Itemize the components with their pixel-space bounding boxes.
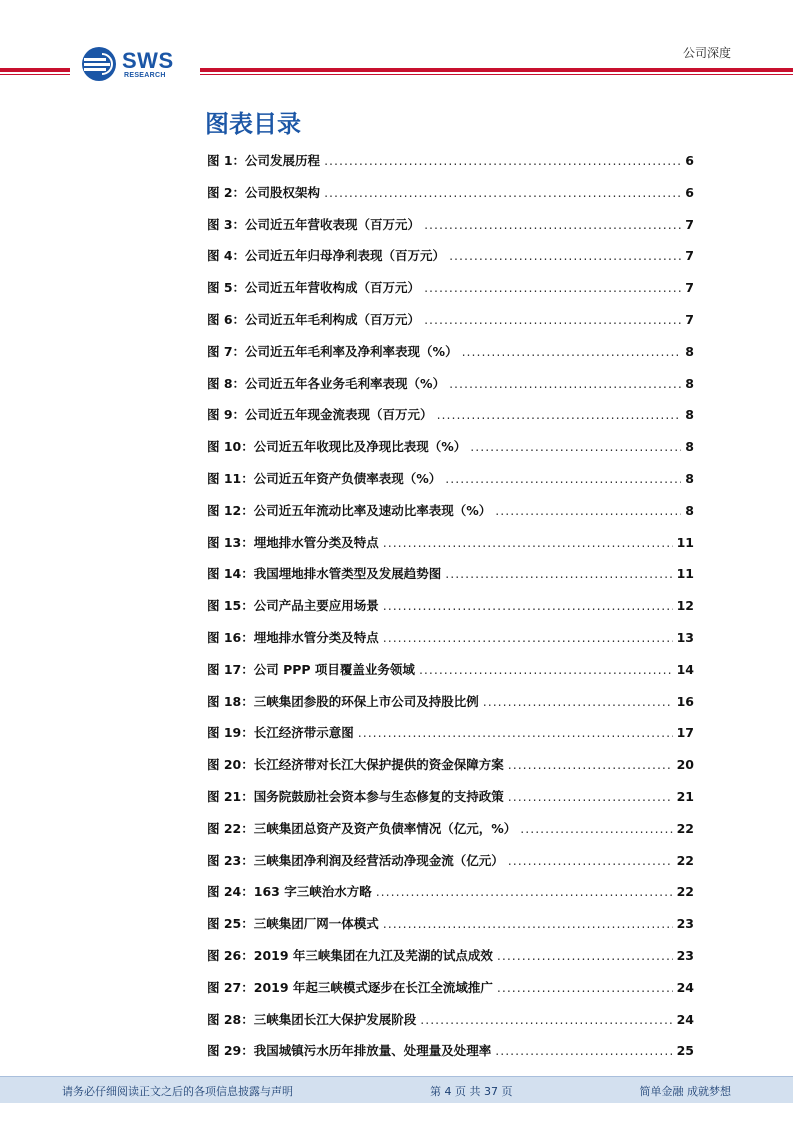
toc-entry-label: 图 7：公司近五年毛利率及净利率表现（%） [207, 343, 458, 359]
toc-entry-page: 24 [676, 1011, 694, 1027]
toc-entry-label: 图 26：2019 年三峡集团在九江及芜湖的试点成效 [207, 947, 493, 963]
toc-entry[interactable] [207, 342, 694, 374]
toc-entry-page: 21 [676, 788, 694, 804]
toc-entry-page: 14 [676, 661, 694, 677]
toc-entry[interactable] [207, 723, 694, 755]
toc-leader-dots [358, 725, 673, 740]
toc-entry-label: 图 23：三峡集团净利润及经营活动净现金流（亿元） [207, 852, 504, 868]
toc-entry[interactable] [207, 215, 694, 247]
toc-entry[interactable] [207, 405, 694, 437]
toc-leader-dots [445, 566, 672, 581]
toc-leader-dots [383, 916, 673, 931]
toc-entry-page: 25 [676, 1043, 694, 1059]
toc-entry-page: 22 [676, 884, 694, 900]
toc-leader-dots [462, 344, 682, 359]
toc-entry[interactable] [207, 978, 694, 1010]
toc-entry[interactable] [207, 914, 694, 946]
header-rule-left [0, 68, 70, 72]
toc-leader-dots [424, 280, 681, 295]
toc-leader-dots [449, 376, 681, 391]
toc-leader-dots [420, 1012, 672, 1027]
toc-entry-page: 8 [685, 439, 694, 455]
toc-entry-label: 图 27：2019 年起三峡模式逐步在长江全流域推广 [207, 979, 493, 995]
toc-leader-dots [424, 217, 681, 232]
toc-entry-page: 17 [676, 725, 694, 741]
toc-leader-dots [483, 694, 673, 709]
toc-leader-dots [508, 789, 673, 804]
toc-entry-page: 6 [685, 184, 694, 200]
toc-entry-page: 11 [676, 566, 694, 582]
toc-entry[interactable] [207, 374, 694, 406]
toc-entry-page: 8 [685, 375, 694, 391]
toc-entry-label: 图 11：公司近五年资产负债率表现（%） [207, 470, 442, 486]
toc-leader-dots [324, 185, 681, 200]
toc-entry-label: 图 28：三峡集团长江大保护发展阶段 [207, 1011, 417, 1027]
toc-entry[interactable] [207, 437, 694, 469]
toc-entry-label: 图 18：三峡集团参股的环保上市公司及持股比例 [207, 693, 479, 709]
figure-toc [207, 151, 694, 1073]
toc-entry[interactable] [207, 660, 694, 692]
toc-entry-page: 23 [676, 916, 694, 932]
toc-entry[interactable] [207, 692, 694, 724]
footer-page-info: 第 4 页 共 37 页 [430, 1085, 513, 1098]
toc-entry-page: 7 [685, 216, 694, 232]
toc-entry-label: 图 8：公司近五年各业务毛利率表现（%） [207, 375, 446, 391]
page-title: 图表目录 [205, 110, 301, 138]
toc-entry-page: 11 [676, 534, 694, 550]
toc-entry-label: 图 14：我国埋地排水管类型及发展趋势图 [207, 566, 442, 582]
toc-leader-dots [508, 853, 673, 868]
toc-entry-page: 8 [685, 502, 694, 518]
toc-entry[interactable] [207, 882, 694, 914]
toc-leader-dots [497, 980, 673, 995]
toc-entry-label: 图 2：公司股权架构 [207, 184, 321, 200]
toc-entry-label: 图 21：国务院鼓励社会资本参与生态修复的支持政策 [207, 788, 504, 804]
toc-entry-page: 7 [685, 311, 694, 327]
toc-entry-page: 13 [676, 629, 694, 645]
footer-disclaimer: 请务必仔细阅读正文之后的各项信息披露与声明 [62, 1085, 293, 1098]
toc-entry-label: 图 29：我国城镇污水历年排放量、处理量及处理率 [207, 1043, 492, 1059]
toc-entry-page: 7 [685, 248, 694, 264]
toc-entry-page: 22 [676, 852, 694, 868]
toc-entry[interactable] [207, 501, 694, 533]
toc-entry-page: 22 [676, 820, 694, 836]
toc-entry[interactable] [207, 564, 694, 596]
toc-leader-dots [383, 535, 673, 550]
toc-entry[interactable] [207, 151, 694, 183]
toc-entry[interactable] [207, 596, 694, 628]
header-rule-right-thin [200, 74, 793, 75]
toc-leader-dots [449, 248, 681, 263]
toc-entry-page: 8 [685, 407, 694, 423]
toc-entry-page: 7 [685, 280, 694, 296]
toc-entry[interactable] [207, 278, 694, 310]
toc-entry-label: 图 1：公司发展历程 [207, 153, 321, 168]
toc-entry-label: 图 15：公司产品主要应用场景 [207, 598, 379, 614]
toc-leader-dots [383, 630, 673, 645]
toc-entry-page: 24 [676, 979, 694, 995]
toc-entry[interactable] [207, 183, 694, 215]
toc-leader-dots [383, 598, 673, 613]
toc-leader-dots [419, 662, 673, 677]
logo-text: SWS [122, 48, 174, 73]
sws-logo-icon [80, 44, 120, 84]
toc-entry-page: 20 [676, 757, 694, 773]
toc-entry[interactable] [207, 1041, 694, 1073]
page-footer [0, 1076, 793, 1103]
toc-entry[interactable] [207, 851, 694, 883]
toc-entry[interactable] [207, 310, 694, 342]
toc-leader-dots [520, 821, 672, 836]
toc-entry-page: 16 [676, 693, 694, 709]
toc-entry[interactable] [207, 469, 694, 501]
toc-entry[interactable] [207, 787, 694, 819]
toc-entry-label: 图 19：长江经济带示意图 [207, 725, 354, 741]
toc-entry-label: 图 22：三峡集团总资产及资产负债率情况（亿元，%） [207, 820, 517, 836]
toc-entry-label: 图 9：公司近五年现金流表现（百万元） [207, 407, 433, 423]
toc-entry[interactable] [207, 246, 694, 278]
sws-logo [80, 44, 190, 84]
toc-entry-label: 图 6：公司近五年毛利构成（百万元） [207, 311, 421, 327]
toc-entry-page: 8 [685, 343, 694, 359]
logo-subtext: RESEARCH [124, 72, 166, 79]
toc-entry-page: 23 [676, 947, 694, 963]
toc-leader-dots [445, 471, 681, 486]
toc-entry-label: 图 13：埋地排水管分类及特点 [207, 534, 379, 550]
toc-leader-dots [437, 407, 682, 422]
toc-entry-label: 图 12：公司近五年流动比率及速动比率表现（%） [207, 502, 492, 518]
toc-leader-dots [495, 503, 681, 518]
toc-entry[interactable] [207, 533, 694, 565]
toc-entry-page: 8 [685, 470, 694, 486]
toc-entry[interactable] [207, 755, 694, 787]
toc-leader-dots [495, 1043, 672, 1058]
report-category: 公司深度 [682, 46, 731, 60]
toc-leader-dots [470, 439, 681, 454]
toc-leader-dots [424, 312, 681, 327]
footer-slogan: 简单金融 成就梦想 [639, 1085, 731, 1098]
toc-leader-dots [376, 884, 673, 899]
header-rule-right [200, 68, 793, 72]
header-rule-left-thin [0, 74, 70, 75]
toc-entry-page: 6 [685, 153, 694, 168]
toc-leader-dots [508, 757, 673, 772]
toc-leader-dots [497, 948, 673, 963]
toc-entry[interactable] [207, 1010, 694, 1042]
toc-entry[interactable] [207, 819, 694, 851]
toc-entry-label: 图 16：埋地排水管分类及特点 [207, 629, 379, 645]
toc-entry[interactable] [207, 628, 694, 660]
toc-entry[interactable] [207, 946, 694, 978]
toc-entry-label: 图 5：公司近五年营收构成（百万元） [207, 280, 421, 296]
toc-entry-label: 图 17：公司 PPP 项目覆盖业务领域 [207, 661, 415, 677]
toc-leader-dots [324, 153, 681, 168]
toc-entry-label: 图 20：长江经济带对长江大保护提供的资金保障方案 [207, 757, 504, 773]
toc-entry-page: 12 [676, 598, 694, 614]
toc-entry-label: 图 24：163 字三峡治水方略 [207, 884, 372, 900]
toc-entry-label: 图 10：公司近五年收现比及净现比表现（%） [207, 439, 467, 455]
toc-entry-label: 图 3：公司近五年营收表现（百万元） [207, 216, 421, 232]
toc-entry-label: 图 4：公司近五年归母净利表现（百万元） [207, 248, 446, 264]
toc-entry-label: 图 25：三峡集团厂网一体模式 [207, 916, 379, 932]
